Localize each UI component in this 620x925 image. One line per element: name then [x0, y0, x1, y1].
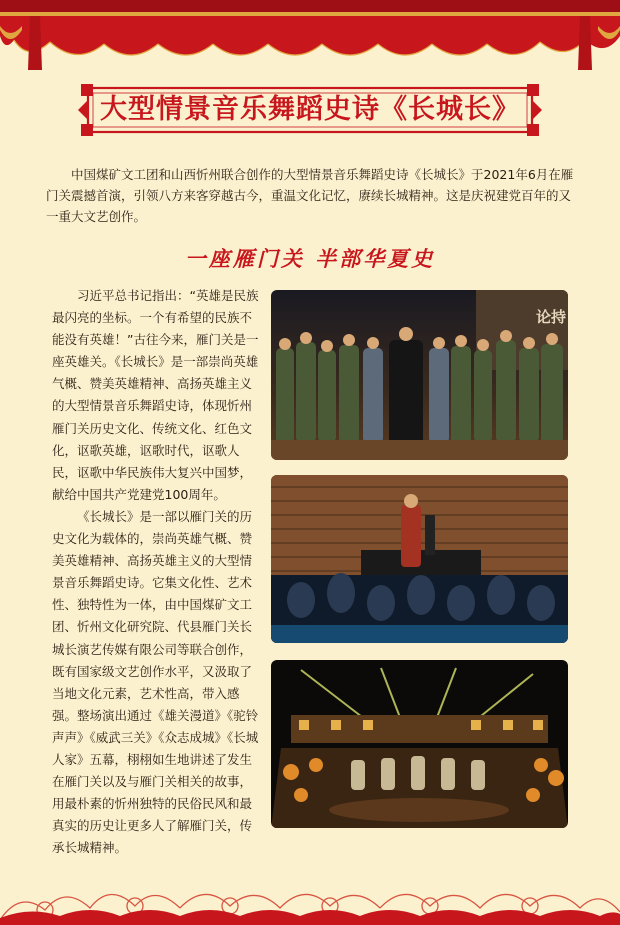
page-title: 大型情景音乐舞蹈史诗《长城长》	[100, 94, 520, 125]
stage-photo-night-show	[271, 660, 568, 828]
cloud-pattern-decoration	[0, 870, 620, 925]
stage-photo-soldiers	[271, 290, 568, 460]
intro-paragraph: 中国煤矿文工团和山西忻州联合创作的大型情景音乐舞蹈史诗《长城长》于2021年6月在雁门关震撼首演，引领八方来客穿越古今，重温文化记忆，赓续长城精神。这是庆祝建党百年的又一重大文艺创作。	[46, 167, 574, 224]
body-paragraph-1: 习近平总书记指出：“英雄是民族最闪亮的坐标。一个有希望的民族不能没有英雄！”古往今来，雁门关是一座英雄关。《长城长》是一部崇尚英雄气概、赞美英雄精神、高扬英雄主义的大型情景音乐舞蹈史诗，体现忻州雁门关历史文化、传统文化、红色文化，讴歌英雄，讴歌时代，讴歌人民，讴歌中华民族伟大复兴中国梦，献给中国共产党建党100周年。	[52, 288, 259, 502]
backdrop-text: 论持	[536, 308, 567, 326]
article-body	[52, 285, 262, 859]
stage-photo-warrior	[271, 475, 568, 643]
curtain-decoration	[0, 0, 620, 78]
section-subtitle: 一座雁门关 半部华夏史	[184, 246, 436, 271]
body-paragraph-2: 《长城长》是一部以雁门关的历史文化为载体的，崇尚英雄气概、赞美英雄精神、高扬英雄主义的大型情景音乐舞蹈史诗。它集文化性、艺术性、独特性为一体，由中国煤矿文工团、忻州文化研究院、代县雁门关长城长演艺传媒有限公司等联合创作，既有国家级文艺创作水平，又汲取了当地文化元素，艺术性高，带入感强。整场演出通过《雄关漫道》《驼铃声声》《威武三关》《众志成城》《长城人家》五幕，栩栩如生地讲述了发生在雁门关以及与雁门关相关的故事，用最朴素的忻州独特的民俗民风和最真实的历史让更多人了解雁门关，传承长城精神。	[52, 508, 259, 856]
